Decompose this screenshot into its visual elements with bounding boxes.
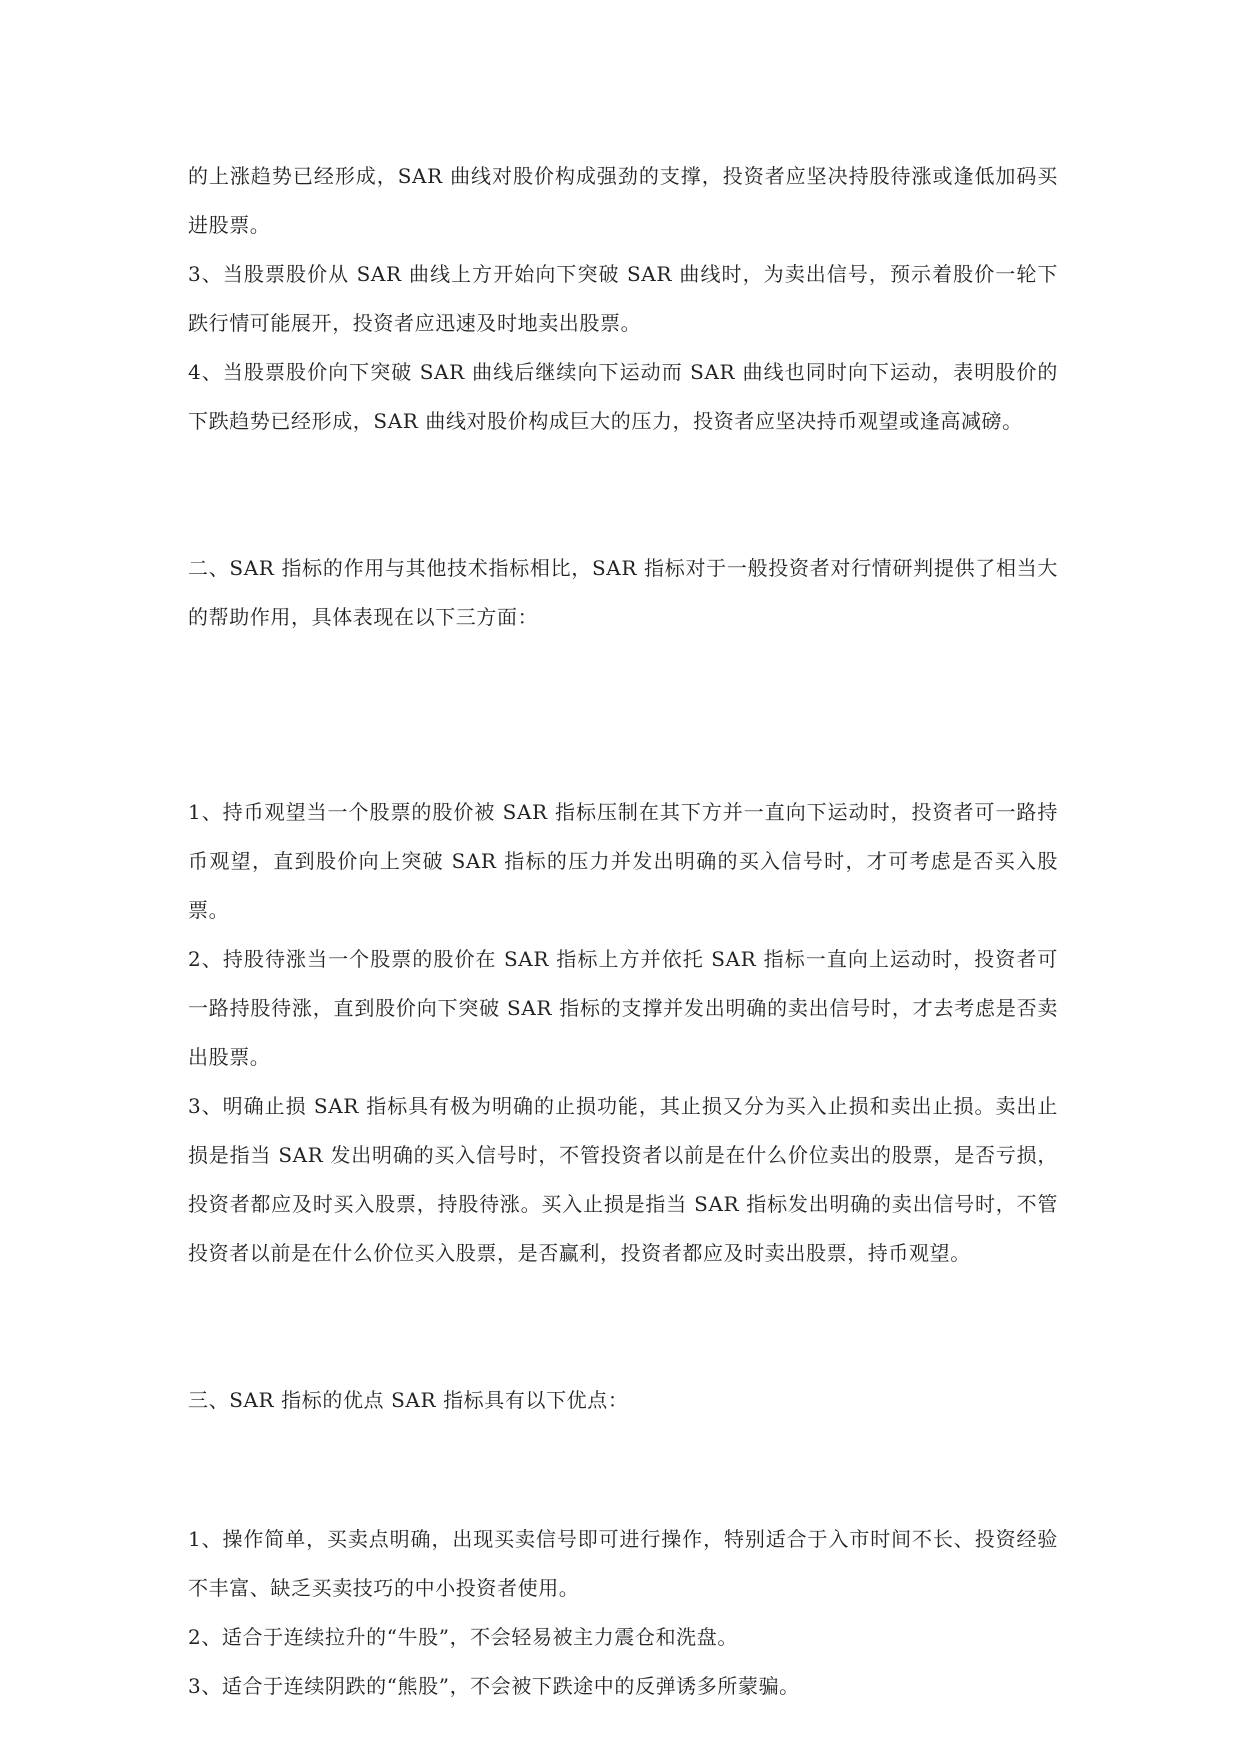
document-body (188, 152, 1058, 1711)
paragraph-spacer (188, 446, 1058, 544)
list-item: 2、适合于连续拉升的“牛股”，不会轻易被主力震仓和洗盘。 (188, 1625, 738, 1649)
section-heading: 三、SAR 指标的优点 SAR 指标具有以下优点： (188, 1388, 629, 1412)
paragraph: 3、当股票股价从 SAR 曲线上方开始向下突破 SAR 曲线时，为卖出信号，预示着股价一轮下跌行情可能展开，投资者应迅速及时地卖出股票。 (188, 262, 1058, 335)
paragraph-spacer (188, 1425, 1058, 1515)
list-item: 1、操作简单，买卖点明确，出现买卖信号即可进行操作，特别适合于入市时间不长、投资经验不丰富、缺乏买卖技巧的中小投资者使用。 (188, 1527, 1058, 1600)
section-heading: 二、SAR 指标的作用与其他技术指标相比，SAR 指标对于一般投资者对行情研判提供了相当大的帮助作用，具体表现在以下三方面： (188, 556, 1058, 629)
paragraph-spacer (188, 1278, 1058, 1376)
list-item: 3、适合于连续阴跌的“熊股”，不会被下跌途中的反弹诱多所蒙骗。 (188, 1674, 800, 1698)
paragraph: 4、当股票股价向下突破 SAR 曲线后继续向下运动而 SAR 曲线也同时向下运动，表明股价的下跌趋势已经形成，SAR 曲线对股价构成巨大的压力，投资者应坚决持币观望或逢高减磅。 (188, 360, 1058, 433)
paragraph: 的上涨趋势已经形成，SAR 曲线对股价构成强劲的支撑，投资者应坚决持股待涨或逢低加码买进股票。 (188, 164, 1058, 237)
list-item: 3、明确止损 SAR 指标具有极为明确的止损功能，其止损又分为买入止损和卖出止损。卖出止损是指当 SAR 发出明确的买入信号时，不管投资者以前是在什么价位卖出的股票，是否亏损，投资者都应及时买入股票，持股待涨。买入止损是指当 SAR 指标发出明确的卖出信号时，不管投资者以前是在什么价位买入股票，是否赢利，投资者都应及时卖出股票，持币观望。 (188, 1094, 1058, 1265)
list-item: 1、持币观望当一个股票的股价被 SAR 指标压制在其下方并一直向下运动时，投资者可一路持币观望，直到股价向上突破 SAR 指标的压力并发出明确的买入信号时，才可考虑是否买入股票。 (188, 800, 1058, 922)
paragraph-spacer (188, 642, 1058, 788)
list-item: 2、持股待涨当一个股票的股价在 SAR 指标上方并依托 SAR 指标一直向上运动时，投资者可一路持股待涨，直到股价向下突破 SAR 指标的支撑并发出明确的卖出信号时，才去考虑是否卖出股票。 (188, 947, 1058, 1069)
